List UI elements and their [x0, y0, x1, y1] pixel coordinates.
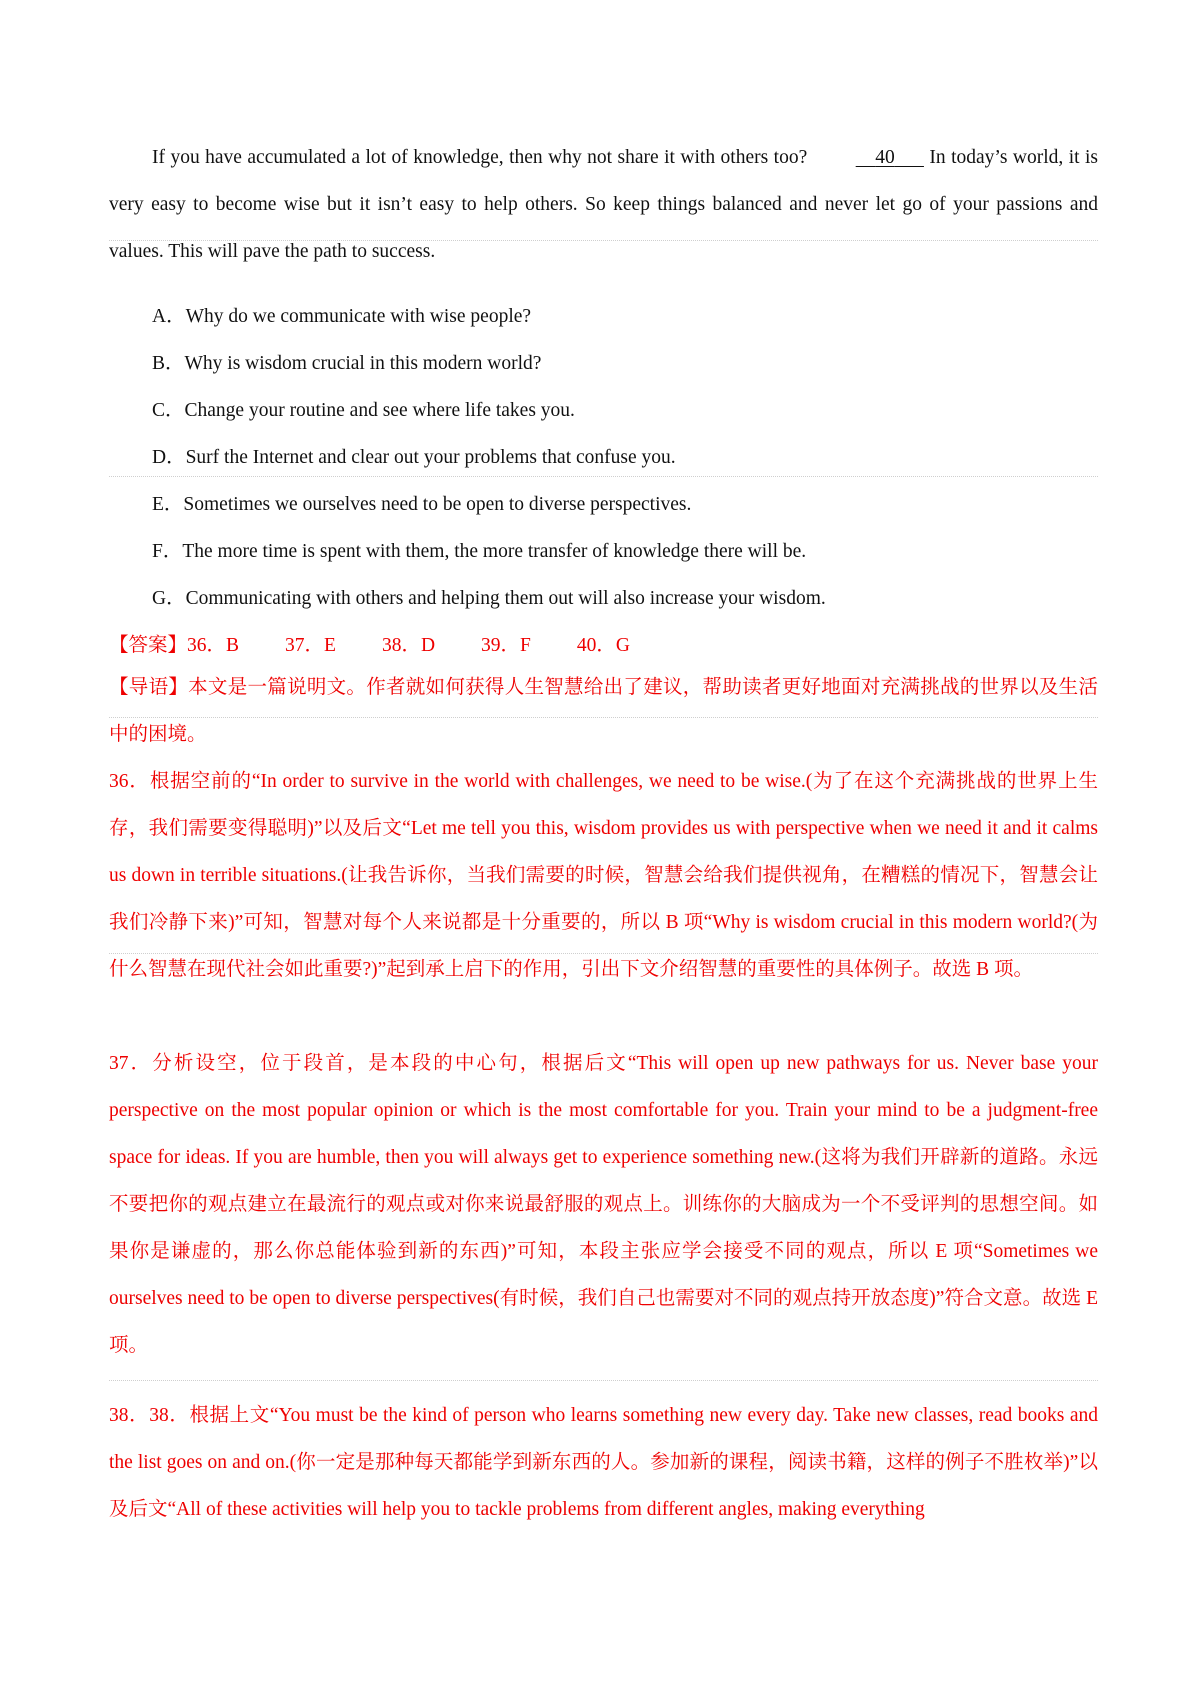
option-c: C．Change your routine and see where life takes you.	[152, 400, 575, 421]
divider	[109, 953, 1098, 954]
option-f: F．The more time is spent with them, the more transfer of knowledge there will be.	[152, 541, 807, 562]
answer-item: 36．B	[187, 635, 240, 656]
answer-item: 38．D	[381, 635, 436, 656]
answer-item: 37．E	[285, 635, 336, 656]
intro-paragraph	[109, 664, 1098, 758]
answer-item: 39．F	[481, 635, 531, 656]
answer-label: 【答案】	[109, 635, 188, 656]
intro-text: 本文是一篇说明文。作者就如何获得人生智慧给出了建议，帮助读者更好地面对充满挑战的世界以及生活中的困境。	[109, 677, 1098, 745]
passage-text-before-blank: If you have accumulated a lot of knowledge, then why not share it with others too?	[152, 147, 813, 168]
option-g: G．Communicating with others and helping them out will also increase your wisdom.	[152, 588, 826, 609]
intro-label: 【导语】	[109, 677, 189, 698]
option-a: A．Why do we communicate with wise people?	[152, 306, 532, 327]
explanation-37: 37．分析设空，位于段首，是本段的中心句，根据后文“This will open up new pathways for us. Never base your perspective on the most popular opinion or which is the most comfortable for you. Train your mind to be a judgment-free space for ideas. If you are humble, then you will always get to experience something new.(这将为我们开辟新的道路。永远不要把你的观点建立在最流行的观点或对你来说最舒服的观点上。训练你的大脑成为一个不受评判的思想空间。如果你是谦虚的，那么你总能体验到新的东西)”可知，本段主张应学会接受不同的观点，所以 E 项“Sometimes we ourselves need to be open to diverse perspectives(有时候，我们自己也需要对不同的观点持开放态度)”符合文意。故选 E 项。	[109, 1053, 1098, 1356]
divider	[109, 1380, 1098, 1381]
divider	[109, 717, 1098, 718]
option-d: D．Surf the Internet and clear out your problems that confuse you.	[152, 447, 676, 468]
explanation-36: 36．根据空前的“In order to survive in the world with challenges, we need to be wise.(为了在这个充满挑战的世界上生存，我们需要变得聪明)”以及后文“Let me tell you this, wisdom provides us with perspective when we need it and it calms us down in terrible situations.(让我告诉你，当我们需要的时候，智慧会给我们提供视角，在糟糕的情况下，智慧会让我们冷静下来)”可知，智慧对每个人来说都是十分重要的，所以 B 项“Why is wisdom crucial in this modern world?(为什么智慧在现代社会如此重要?)”起到承上启下的作用，引出下文介绍智慧的重要性的具体例子。故选 B 项。	[109, 771, 1098, 980]
passage-text-after-blank: In today’s world, it is very easy to become wise but it isn’t easy to help others. So keep things balanced and never let go of your passions and values. This will pave the path to success.	[109, 147, 1098, 262]
divider	[109, 476, 1098, 477]
explanation-38: 38．38．根据上文“You must be the kind of person who learns something new every day. Take new classes, read books and the list goes on and on.(你一定是那种每天都能学到新东西的人。参加新的课程，阅读书籍，这样的例子不胜枚举)”以及后文“All of these activities will help you to tackle problems from different angles, making everything	[109, 1405, 1098, 1520]
answer-blank-40: 40	[875, 147, 895, 168]
answer-key	[109, 629, 1098, 657]
divider	[109, 240, 1098, 241]
option-b: B．Why is wisdom crucial in this modern world?	[152, 353, 542, 374]
option-e: E．Sometimes we ourselves need to be open to diverse perspectives.	[152, 494, 692, 515]
passage-paragraph	[109, 134, 1098, 275]
answer-item: 40．G	[576, 635, 630, 656]
